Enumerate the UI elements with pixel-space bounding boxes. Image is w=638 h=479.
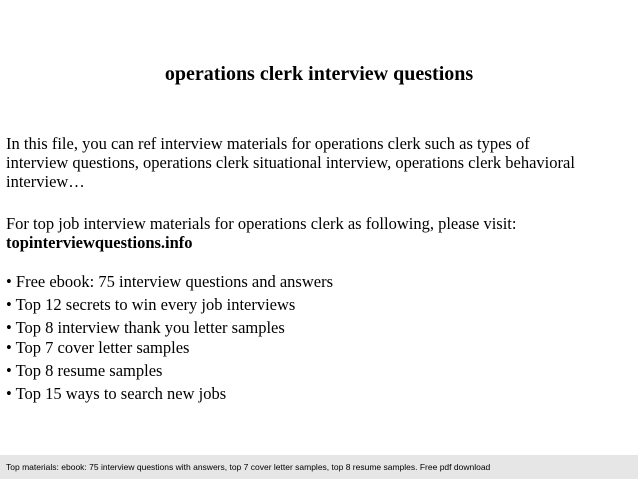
bullet-item: • Top 7 cover letter samples [6,338,190,357]
bullet-item: • Top 8 resume samples [6,361,163,380]
footer-bar [0,455,638,479]
intro-line-3: interview… [6,172,85,191]
footer-text: Top materials: ebook: 75 interview questions with answers, top 7 cover letter samples, top 8 resume samples. Free pdf download [6,462,491,472]
bullet-item: • Top 15 ways to search new jobs [6,384,227,403]
bullet-item: • Free ebook: 75 interview questions and answers [6,272,333,291]
site-link[interactable]: topinterviewquestions.info [6,233,193,252]
intro-line-2: interview questions, operations clerk situational interview, operations clerk behavioral [6,153,575,172]
bullet-list [6,272,636,404]
intro-paragraph [6,134,636,191]
visit-paragraph [6,214,636,252]
bullet-item: • Top 8 interview thank you letter samples [6,318,285,337]
bullet-item: • Top 12 secrets to win every job interviews [6,295,296,314]
intro-line-1: In this file, you can ref interview materials for operations clerk such as types of [6,134,530,153]
slide-title: operations clerk interview questions [164,63,474,85]
visit-text: For top job interview materials for operations clerk as following, please visit: [6,214,517,233]
